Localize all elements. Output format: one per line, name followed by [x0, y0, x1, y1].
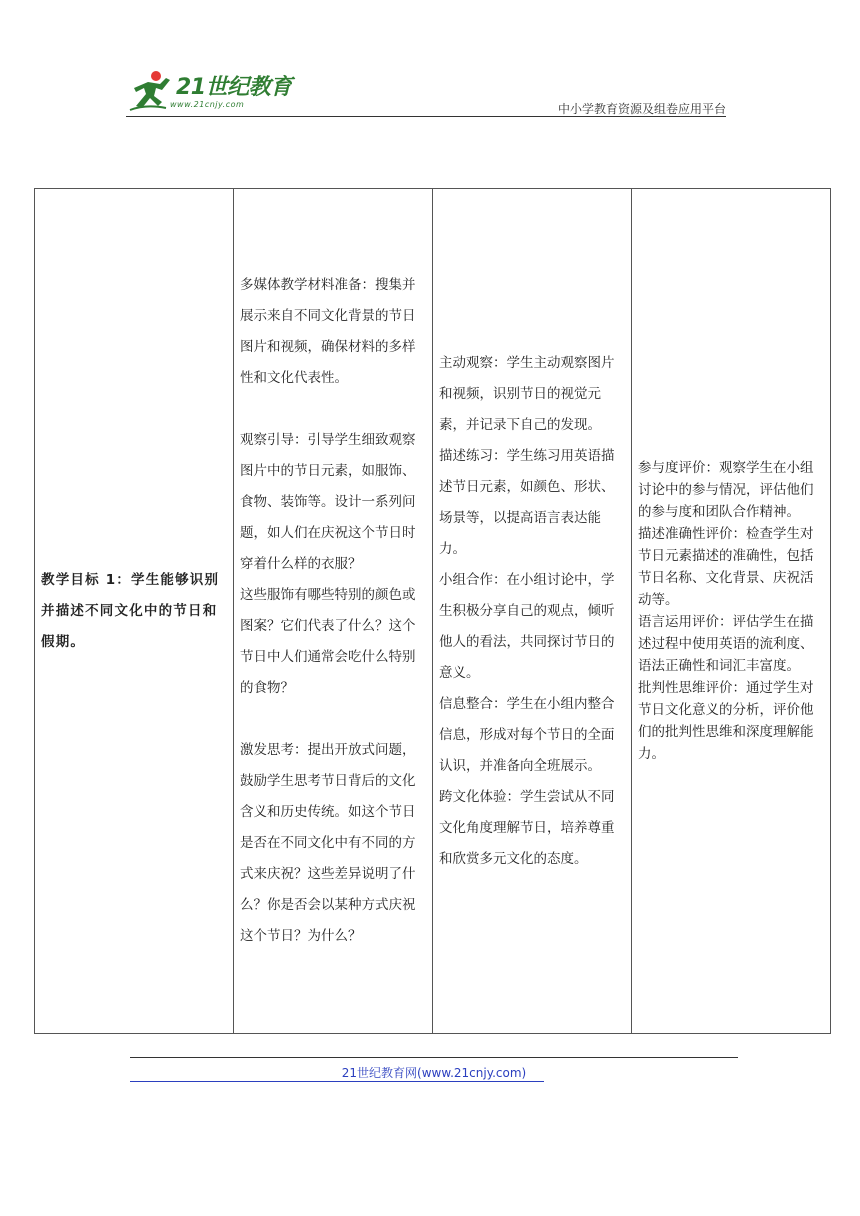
lesson-table: [34, 188, 831, 1034]
group-work-text: 小组合作：在小组讨论中，学生积极分享自己的观点，倾听他人的看法，共同探讨节日的意义。: [439, 571, 615, 681]
footer-link[interactable]: 21世纪教育网(www.21cnjy.com): [341, 1066, 527, 1080]
material-prep-text: 多媒体教学材料准备：搜集并展示来自不同文化背景的节日图片和视频，确保材料的多样性和文化代表性。: [240, 277, 416, 386]
teaching-goal: 教学目标 1：学生能够识别并描述不同文化中的节日和假期。: [41, 571, 220, 650]
accuracy-eval-text: 描述准确性评价：检查学生对节日元素描述的准确性，包括节日名称、文化背景、庆祝活动等。: [638, 526, 814, 608]
page-header: [126, 66, 726, 118]
active-observation-text: 主动观察：学生主动观察图片和视频，识别节日的视觉元素，并记录下自己的发现。: [439, 354, 615, 433]
footer: [130, 1064, 738, 1081]
teaching-goal-cell: [35, 189, 234, 1034]
observation-guide-text: 观察引导：引导学生细致观察图片中的节日元素，如服饰、食物、装饰等。设计一系列问题，如人们在庆祝这个节日时穿着什么样的衣服？: [240, 432, 416, 572]
footer-underline: [130, 1081, 544, 1082]
platform-title: 中小学教育资源及组卷应用平台: [557, 102, 726, 116]
header-divider: [126, 116, 726, 117]
participation-eval-text: 参与度评价：观察学生在小组讨论中的参与情况，评估他们的参与度和团队合作精神。: [638, 460, 814, 520]
question-text: 这些服饰有哪些特别的颜色或图案？它们代表了什么？这个节日中人们通常会吃什么特别的食物？: [240, 587, 416, 696]
footer-divider: [130, 1057, 738, 1058]
stimulate-thinking-text: 激发思考：提出开放式问题，鼓励学生思考节日背后的文化含义和历史传统。如这个节日是否在不同文化中有不同的方式来庆祝？这些差异说明了什么？你是否会以某种方式庆祝这个节日？为什么？: [240, 742, 416, 944]
teacher-activity-cell: [234, 189, 433, 1034]
description-practice-text: 描述练习：学生练习用英语描述节日元素，如颜色、形状、场景等，以提高语言表达能力。: [439, 447, 615, 557]
logo: [126, 68, 296, 116]
runner-logo-icon: [126, 68, 176, 114]
evaluation-cell: [632, 189, 831, 1034]
logo-url: www.21cnjy.com: [170, 100, 245, 109]
critical-thinking-eval-text: 批判性思维评价：通过学生对节日文化意义的分析，评价他们的批判性思维和深度理解能力。: [638, 680, 814, 762]
language-eval-text: 语言运用评价：评估学生在描述过程中使用英语的流利度、语法正确性和词汇丰富度。: [638, 614, 814, 674]
info-integration-text: 信息整合：学生在小组内整合信息，形成对每个节日的全面认识，并准备向全班展示。: [439, 695, 615, 774]
student-activity-cell: [433, 189, 632, 1034]
cross-culture-text: 跨文化体验：学生尝试从不同文化角度理解节日，培养尊重和欣赏多元文化的态度。: [439, 788, 615, 867]
table-row: [35, 189, 831, 1034]
logo-text: 21世纪教育: [176, 75, 292, 100]
